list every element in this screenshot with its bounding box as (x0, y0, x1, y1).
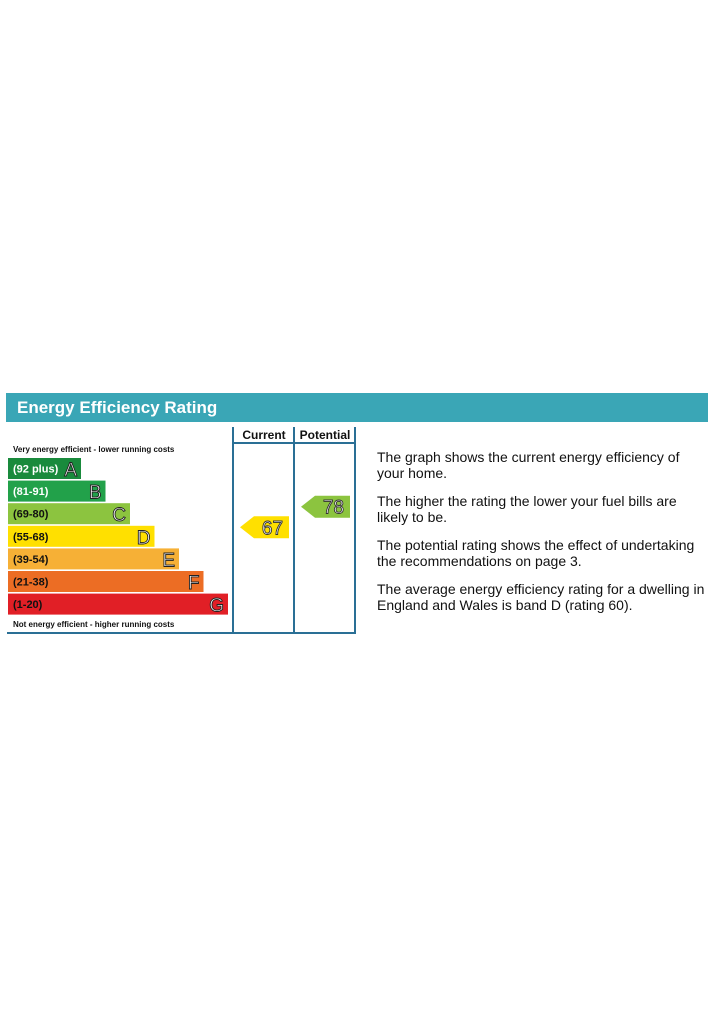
column-header-current: Current (242, 428, 286, 442)
band-range-label: (55-68) (13, 531, 49, 544)
description (377, 450, 709, 626)
band-letter: D (136, 527, 151, 549)
description-paragraph: The average energy efficiency rating for a dwelling in England and Wales is band D (rating 60). (377, 581, 705, 613)
band-range-label: (69-80) (13, 508, 49, 521)
band-letter: B (88, 482, 102, 504)
band-range-label: (39-54) (13, 553, 49, 566)
band-range-label: (21-38) (13, 576, 49, 589)
column-header-potential: Potential (299, 428, 351, 442)
bottom-scale-label: Not energy efficient - higher running costs (13, 620, 175, 629)
top-scale-label: Very energy efficient - lower running costs (13, 445, 175, 454)
band-letter: C (112, 505, 126, 527)
band-letter: F (187, 573, 200, 594)
description-paragraph: The higher the rating the lower your fuel bills are likely to be. (377, 493, 677, 525)
band-letter: A (64, 460, 77, 481)
current-rating-value-label: 67 (261, 518, 284, 540)
potential-rating-value-label: 78 (322, 497, 345, 519)
description-paragraph: The graph shows the current energy efficiency of your home. (377, 449, 680, 481)
description-paragraph: The potential rating shows the effect of undertaking the recommendations on page 3. (377, 537, 695, 569)
rating-bands (8, 458, 228, 617)
band-letter: E (162, 550, 175, 572)
chart-title: Energy Efficiency Rating (17, 398, 218, 417)
band-letter: G (209, 595, 224, 617)
band-range-label: (1-20) (13, 599, 43, 612)
band-range-label: (81-91) (13, 486, 49, 499)
band-range-label: (92 plus) (13, 463, 59, 476)
